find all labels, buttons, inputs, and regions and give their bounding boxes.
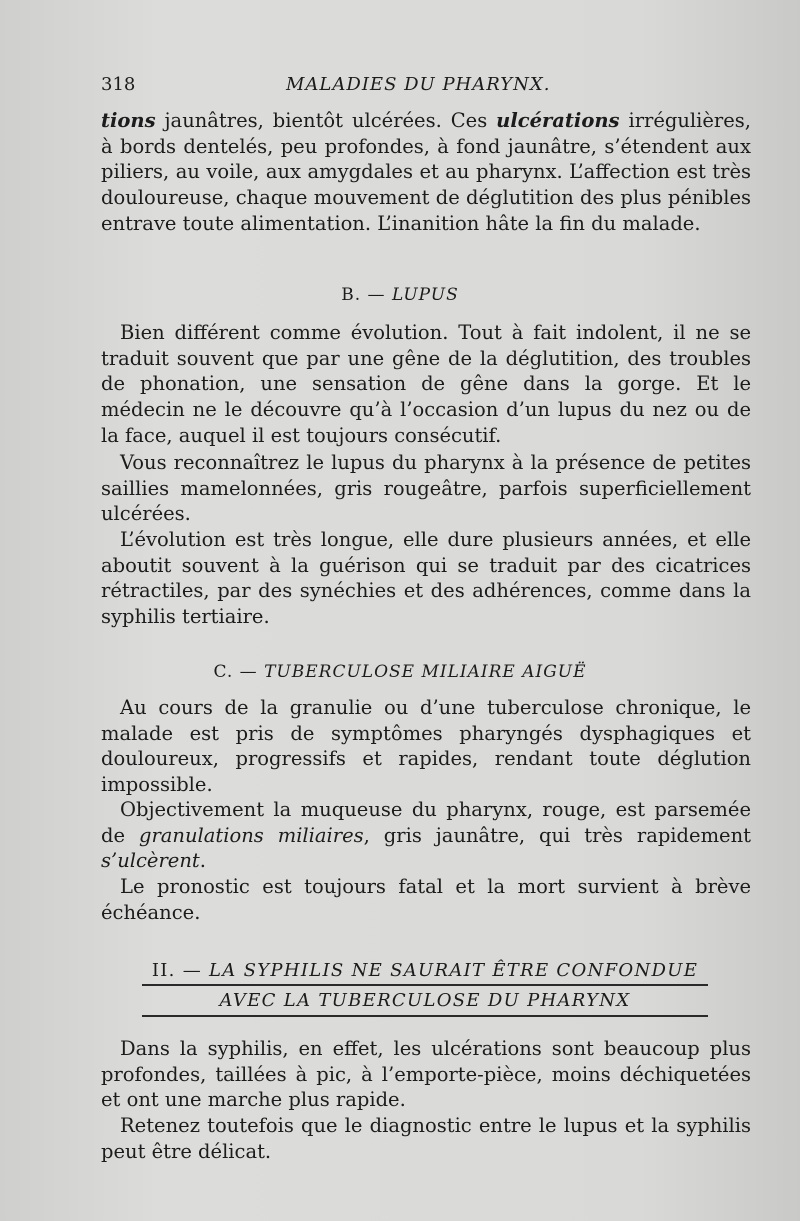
paragraph-tuberculose-prognosis: Le pronostic est toujours fatal et la mort survient à brève échéance. (101, 875, 751, 924)
chapter-heading-line2: AVEC LA TUBERCULOSE DU PHARYNX (219, 990, 631, 1011)
paragraph-syphilis-ulcerations: Dans la syphilis, en effet, les ulcérations sont beaucoup plus profondes, taillées à pic, à l’emporte-pièce, moins déchiquetées et ont une marche plus rapide. (101, 1037, 751, 1112)
section-heading-lupus: B. — LUPUS (341, 285, 459, 305)
heading-rule-top (142, 984, 708, 986)
paragraph-lupus-course: L’évolution est très longue, elle dure plusieurs années, et elle aboutit souvent à la guérison qui se traduit par des cicatrices rétractiles, par des synéchies et des adhérences, comme dans la syphilis tertiaire. (101, 528, 751, 629)
paragraph-syphilis-diagnosis: Retenez toutefois que le diagnostic entre le lupus et la syphilis peut être délicat. (101, 1114, 751, 1163)
running-header (101, 74, 751, 100)
heading-rule-bottom (142, 1015, 708, 1017)
running-title: MALADIES DU PHARYNX. (286, 74, 551, 95)
chapter-heading-line1: II. — LA SYPHILIS NE SAURAIT ÊTRE CONFONDUE (151, 960, 699, 981)
paragraph-tuberculose-symptoms: Au cours de la granulie ou d’une tuberculose chronique, le malade est pris de symptômes pharyngés dysphagiques et douloureux, progressifs et rapides, rendant toute déglution impossible. (101, 696, 751, 797)
paragraph-lupus-evolution: Bien différent comme évolution. Tout à fait indolent, il ne se traduit souvent que par une gêne de la déglutition, des troubles de phonation, une sensation de gêne dans la gorge. Et le médecin ne le découvre qu’à l’occasion d’un lupus du nez ou de la face, auquel il est toujours consécutif. (101, 321, 751, 447)
paragraph-ulcerations: tions jaunâtres, bientôt ulcérées. Ces ulcérations irrégulières, à bords dentelés, peu profondes, à fond jaunâtre, s’étendent aux piliers, au voile, aux amygdales et au pharynx. L’affection est très douloureuse, chaque mouvement de déglutition des plus pénibles entrave toute alimentation. L’inanition hâte la fin du malade. (101, 109, 751, 235)
section-heading-tuberculose: C. — TUBERCULOSE MILIAIRE AIGUË (213, 662, 587, 682)
paragraph-lupus-diagnosis: Vous reconnaîtrez le lupus du pharynx à la présence de petites saillies mamelonnées, gris rougeâtre, parfois superficiellement ulcérées. (101, 451, 751, 526)
page-number: 318 (101, 74, 136, 95)
paragraph-tuberculose-objective: Objectivement la muqueuse du pharynx, rouge, est parsemée de granulations miliaires, gris jaunâtre, qui très rapidement s’ulcèrent. (101, 798, 751, 873)
